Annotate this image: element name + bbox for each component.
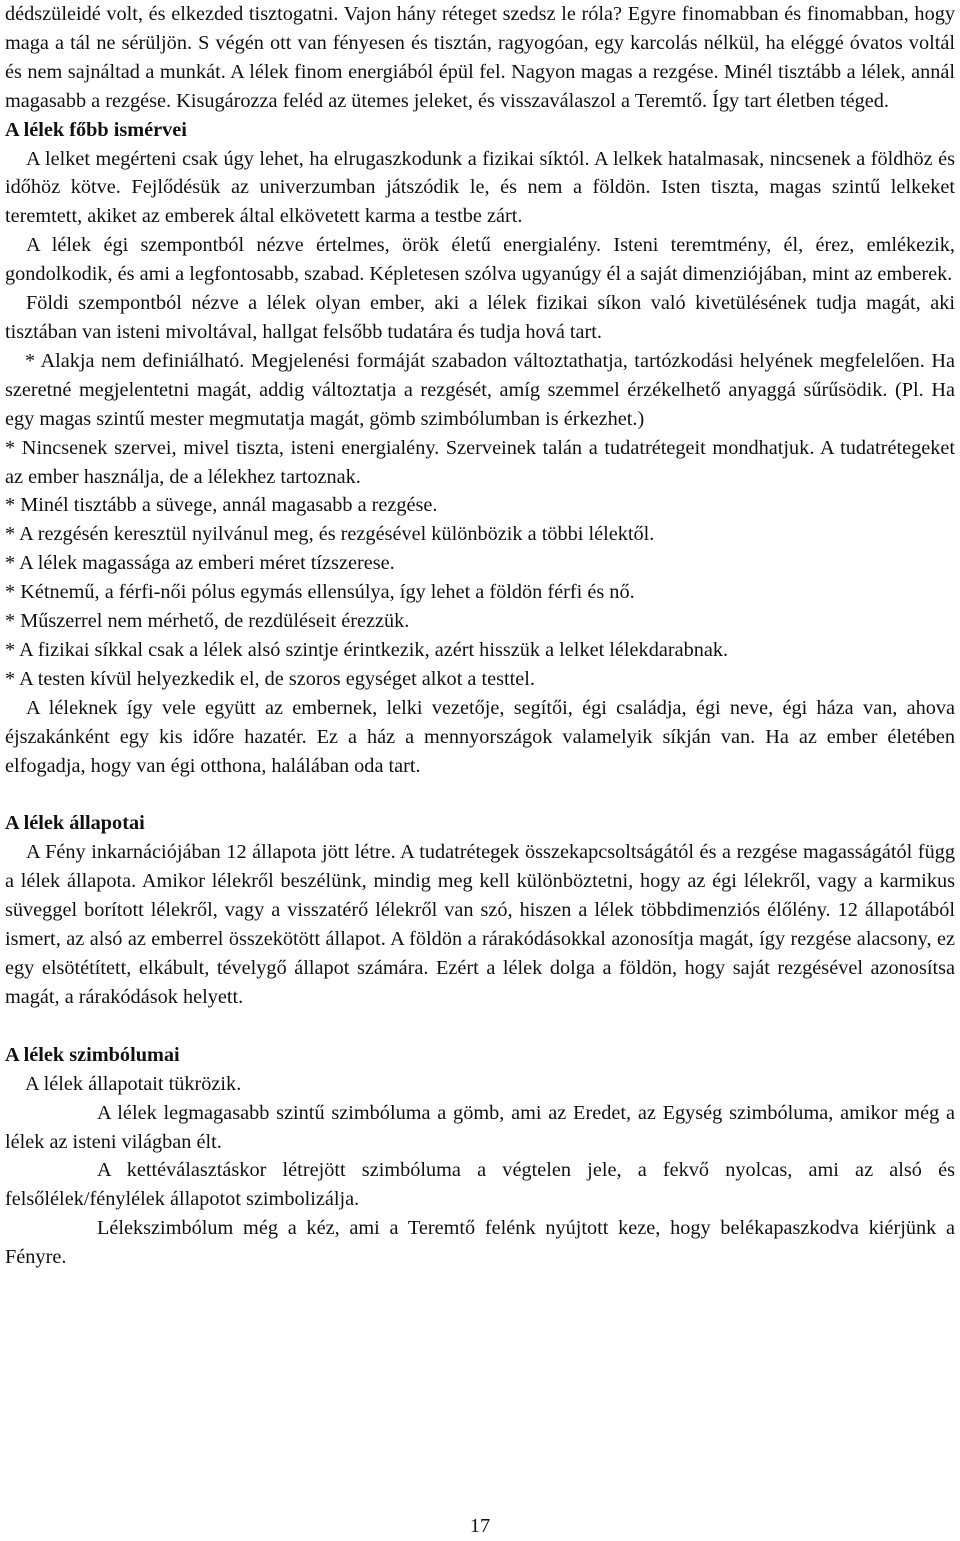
features-bullet-7: * Műszerrel nem mérhető, de rezdüléseit érezzük.: [5, 610, 410, 633]
features-bullet-6: * Kétnemű, a férfi-női pólus egymás ellensúlya, így lehet a földön férfi és nő.: [5, 581, 635, 604]
symbols-paragraph-1: A lélek legmagasabb szintű szimbóluma a gömb, ami az Eredet, az Egység szimbóluma, amikor még a lélek az isteni világban élt.: [5, 1101, 955, 1153]
features-paragraph-2: A lélek égi szempontból nézve értelmes, örök életű energialény. Isteni teremtmény, él, érez, emlékezik, gondolkodik, és ami a legfontosabb, szabad. Képletesen szólva ugyanúgy él a saját dimenziójában, mint az emberek.: [5, 234, 955, 286]
symbols-paragraph-3: Lélekszimbólum még a kéz, ami a Teremtő felénk nyújtott keze, hogy belékapaszkodva kiérjünk a Fényre.: [5, 1217, 955, 1269]
section-spacer: [5, 780, 955, 809]
section-heading-states: A lélek állapotai: [5, 812, 145, 835]
features-bullet-2: * Nincsenek szervei, mivel tiszta, isteni energialény. Szerveinek talán a tudatrétegeit mondhatjuk. A tudatrétegeket az ember használja, de a lélekhez tartoznak.: [5, 436, 955, 488]
features-bullet-1: * Alakja nem definiálható. Megjelenési formáját szabadon változtathatja, tartózkodási helyének megfelelően. Ha szeretné megjelentetni magát, addig változtatja a rezgését, amíg szemmel érzékelhető anyaggá sűrűsödik. (Pl. Ha egy magas szintű mester megmutatja magát, gömb szimbólumban is érkezhet.): [5, 349, 955, 430]
features-bullet-9: * A testen kívül helyezkedik el, de szoros egységet alkot a testtel.: [5, 667, 535, 690]
section-spacer: [5, 1012, 955, 1041]
section-heading-features: A lélek főbb ismérvei: [5, 118, 187, 141]
features-bullet-8: * A fizikai síkkal csak a lélek alsó szintje érintkezik, azért hisszük a lelket lélekdarabnak.: [5, 638, 729, 661]
features-bullet-3: * Minél tisztább a süvege, annál magasabb a rezgése.: [5, 494, 438, 517]
features-bullet-4: * A rezgésén keresztül nyilvánul meg, és rezgésével különbözik a többi lélektől.: [5, 523, 655, 546]
intro-paragraph: dédszüleidé volt, és elkezded tisztogatni. Vajon hány réteget szedsz le róla? Egyre finomabban és finomabban, hogy maga a tál ne sérüljön. S végén ott van fényesen és tisztán, ragyogóan, egy karcolás nélkül, ha eléggé óvatos voltál és nem sajnáltad a munkát. A lélek finom energiából épül fel. Nagyon magas a rezgése. Minél tisztább a lélek, annál magasabb a rezgése. Kisugározza feléd az ütemes jeleket, és visszaválaszol a Teremtő. Így tart életben téged.: [5, 3, 955, 112]
features-paragraph-1: A lelket megérteni csak úgy lehet, ha elrugaszkodunk a fizikai síktól. A lelkek hatalmasak, nincsenek a földhöz és időhöz kötve. Fejlődésük az univerzumban játszódik le, és nem a földön. Isten tiszta, magas szintű lelkeket teremtett, akiket az emberek által elkövetett karma a testbe zárt.: [5, 147, 955, 228]
section-heading-symbols: A lélek szimbólumai: [5, 1043, 180, 1066]
symbols-paragraph-2: A kettéválasztáskor létrejött szimbóluma a végtelen jele, a fekvő nyolcas, ami az alsó és felsőlélek/fénylélek állapotot szimbolizálja.: [5, 1159, 955, 1211]
features-closing-paragraph: A léleknek így vele együtt az embernek, lelki vezetője, segítői, égi családja, égi neve, égi háza van, ahova éjszakánként egy kis időre hazatér. Ez a ház a mennyországok valamelyik síkján van. Ha az ember életében elfogadja, hogy van égi otthona, halálában oda tart.: [5, 696, 955, 777]
document-page: [5, 0, 955, 1272]
page-number: 17: [469, 1515, 491, 1537]
symbols-intro: A lélek állapotait tükrözik.: [25, 1072, 242, 1095]
states-paragraph: A Fény inkarnációjában 12 állapota jött létre. A tudatrétegek összekapcsoltságától és a rezgése magasságától függ a lélek állapota. Amikor lélekről beszélünk, mindig meg kell különböztetni, hogy az égi lélekről, vagy a karmikus süveggel borított lélekről, vagy a visszatérő lélekről van szó, hiszen a lélek többdimenziós élőlény. 12 állapotából ismert, az alsó az emberrel összekötött állapot. A földön a rárakódásokkal azonosítja magát, így rezgése alacsony, ez egy elsötétített, elkábult, tévelygő állapot számára. Ezért a lélek dolga a földön, hogy saját rezgésével azonosítsa magát, a rárakódások helyett.: [5, 841, 955, 1008]
features-bullet-5: * A lélek magassága az emberi méret tízszerese.: [5, 552, 395, 575]
features-paragraph-3: Földi szempontból nézve a lélek olyan ember, aki a lélek fizikai síkon való kivetülésének tudja magát, aki tisztában van isteni mivoltával, hallgat felsőbb tudatára és tudja hová tart.: [5, 292, 955, 343]
